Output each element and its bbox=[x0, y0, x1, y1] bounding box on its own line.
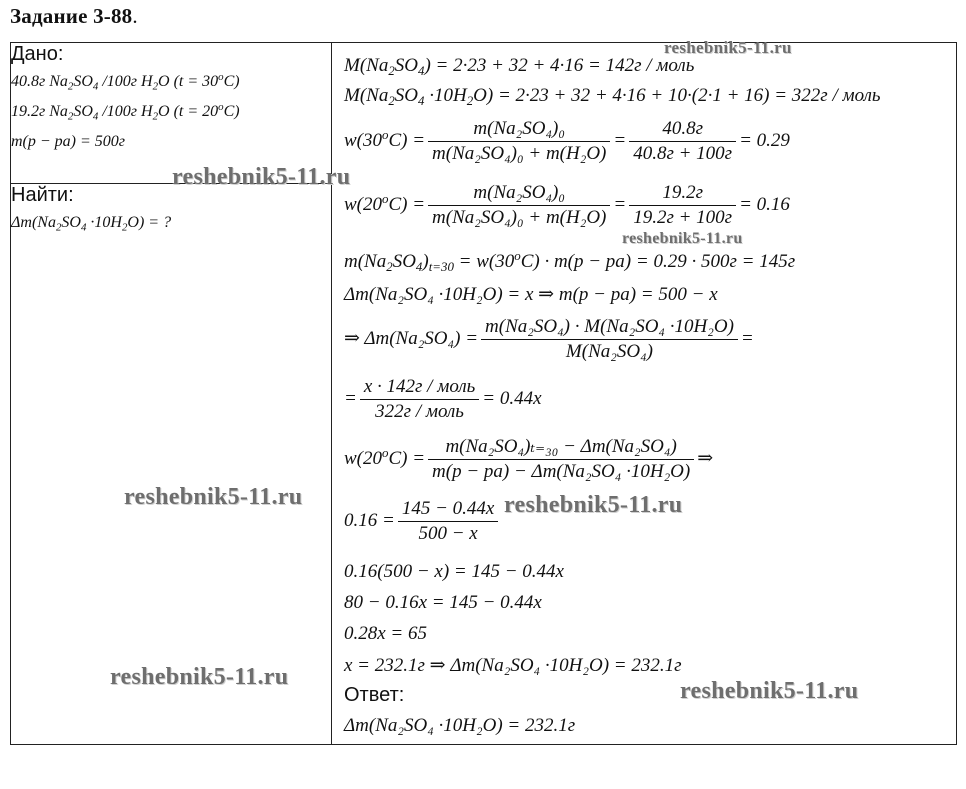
s9-res: ⇒ bbox=[697, 447, 714, 469]
s9-lhs: w(20 bbox=[344, 447, 382, 469]
s3-sup: o bbox=[382, 126, 389, 142]
s2d: 4 bbox=[418, 93, 425, 109]
s8-num: x · 142г / моль bbox=[360, 375, 479, 400]
given-line-3: m(p − pa) = 500г bbox=[11, 133, 126, 150]
s1d: 4 bbox=[418, 63, 425, 79]
g1b: 2 bbox=[67, 80, 74, 93]
g1a: 40.8г Na bbox=[11, 73, 68, 90]
solution-line-11: 0.16(500 − x) = 145 − 0.44x bbox=[344, 561, 564, 582]
watermark-3: reshebnik5-11.ru bbox=[622, 230, 743, 247]
g2c: SO bbox=[73, 103, 93, 120]
g2e: /100г H bbox=[98, 103, 153, 120]
g1h: o bbox=[218, 71, 224, 84]
solution-line-3 bbox=[344, 117, 790, 166]
s10-lhs: 0.16 = bbox=[344, 509, 395, 531]
task-title bbox=[10, 4, 138, 29]
s2b: 2 bbox=[388, 93, 395, 109]
s9-num: m(Na₂SO₄)ₜ₌₃₀ − Δm(Na₂SO₄) bbox=[428, 435, 694, 460]
s7-den: M(Na₂SO₄) bbox=[565, 341, 654, 362]
given-line-2 bbox=[11, 100, 331, 124]
watermark-2: reshebnik5-11.ru bbox=[172, 164, 351, 190]
g2d: 4 bbox=[92, 110, 99, 123]
s4-den2: 19.2г + 100г bbox=[633, 207, 733, 228]
s2a: M(Na bbox=[344, 85, 389, 106]
solution-line-14: x = 232.1г ⇒ Δm(Na₂SO₄ ·10H₂O) = 232.1г bbox=[344, 655, 682, 676]
g1c: SO bbox=[73, 73, 93, 90]
g1i: C) bbox=[223, 73, 240, 90]
find-header: Найти: bbox=[11, 184, 74, 206]
s3-den2: 40.8г + 100г bbox=[633, 143, 733, 164]
answer-line: Δm(Na₂SO₄ ·10H₂O) = 232.1г bbox=[344, 715, 576, 736]
find-expression bbox=[11, 211, 331, 235]
s4-eq: = bbox=[613, 193, 627, 215]
given-cell bbox=[11, 43, 332, 184]
watermark-1: reshebnik5-11.ru bbox=[664, 38, 792, 57]
g1e: /100г H bbox=[98, 73, 153, 90]
s7-lhs: ⇒ Δm(Na₂SO₄) = bbox=[344, 327, 479, 349]
s4-fraction-2 bbox=[629, 181, 736, 230]
s4-fraction bbox=[428, 181, 610, 230]
solution-line-8 bbox=[344, 375, 542, 424]
s10-num: 145 − 0.44x bbox=[398, 497, 499, 522]
f-a: Δm(Na bbox=[11, 214, 56, 231]
s8-fraction bbox=[360, 375, 479, 424]
task-title-dot: . bbox=[132, 4, 138, 28]
g2a: 19.2г Na bbox=[11, 103, 68, 120]
watermark-5: reshebnik5-11.ru bbox=[504, 492, 683, 518]
solution-line-5 bbox=[344, 247, 796, 275]
s2c: SO bbox=[394, 85, 419, 106]
s3-eq: = bbox=[613, 129, 627, 151]
solution-line-12: 80 − 0.16x = 145 − 0.44x bbox=[344, 592, 542, 613]
s5f: t=30 bbox=[428, 259, 454, 275]
solution-line-13: 0.28x = 65 bbox=[344, 623, 428, 644]
solution-line-2 bbox=[344, 85, 881, 107]
s7-fraction bbox=[481, 315, 738, 364]
s2f: 2 bbox=[466, 93, 474, 109]
s5b: 2 bbox=[386, 259, 393, 275]
s9-den: m(p − pa) − Δm(Na₂SO₄ ·10H₂O) bbox=[432, 461, 691, 482]
g2h: o bbox=[218, 101, 224, 114]
s3-res: = 0.29 bbox=[739, 129, 790, 151]
s7-res: = bbox=[740, 327, 754, 349]
s3-lhs-end: C) = bbox=[388, 129, 426, 151]
s9-sup: o bbox=[382, 444, 389, 460]
s1b: 2 bbox=[388, 63, 395, 79]
s4-num2: 19.2г bbox=[629, 181, 736, 206]
find-cell bbox=[11, 184, 332, 745]
given-header: Дано: bbox=[11, 43, 64, 65]
s5e: ) bbox=[422, 251, 429, 272]
f-b: 2 bbox=[55, 221, 62, 234]
s4-sup: o bbox=[382, 190, 389, 206]
s7-num: m(Na₂SO₄) · M(Na₂SO₄ ·10H₂O) bbox=[481, 315, 738, 340]
s9-fraction bbox=[428, 435, 694, 484]
s4-den: m(Na₂SO₄)₀ + m(H₂O) bbox=[432, 207, 607, 228]
task-table bbox=[10, 42, 957, 745]
s3-fraction-2 bbox=[629, 117, 736, 166]
s1e: ) = 2·23 + 32 + 4·16 = 142г / моль bbox=[424, 55, 695, 76]
s2e: ·10H bbox=[424, 85, 467, 106]
f-g: O) = ? bbox=[127, 214, 172, 231]
s2g: O) = 2·23 + 32 + 4·16 + 10·(2·1 + 16) = 322г / моль bbox=[473, 85, 881, 106]
s5g: = w(30 bbox=[453, 251, 515, 272]
s4-num: m(Na₂SO₄)₀ bbox=[428, 181, 610, 206]
g1g: O (t = 30 bbox=[158, 73, 219, 90]
given-line-1 bbox=[11, 70, 331, 94]
s3-lhs: w(30 bbox=[344, 129, 382, 151]
answer-header: Ответ: bbox=[344, 684, 405, 706]
solution-line-6: Δm(Na₂SO₄ ·10H₂O) = x ⇒ m(p − pa) = 500 − x bbox=[344, 284, 718, 305]
s4-res: = 0.16 bbox=[739, 193, 790, 215]
s8-lhs: = bbox=[344, 387, 357, 409]
f-f: 2 bbox=[121, 221, 128, 234]
solution-line-1 bbox=[344, 55, 694, 77]
solution-line-9 bbox=[344, 435, 713, 484]
task-title-text: Задание 3-88 bbox=[10, 4, 133, 28]
s1c: SO bbox=[394, 55, 419, 76]
s5c: SO bbox=[392, 251, 416, 272]
g2f: 2 bbox=[152, 110, 159, 123]
s9-lhs-end: C) = bbox=[388, 447, 426, 469]
g1d: 4 bbox=[92, 80, 99, 93]
g2i: C) bbox=[223, 103, 240, 120]
s3-fraction bbox=[428, 117, 610, 166]
g1f: 2 bbox=[152, 80, 159, 93]
watermark-4: reshebnik5-11.ru bbox=[124, 484, 303, 510]
solution-line-4 bbox=[344, 181, 790, 230]
f-c: SO bbox=[61, 214, 81, 231]
solution-line-7 bbox=[344, 315, 754, 364]
g2b: 2 bbox=[67, 110, 74, 123]
s4-lhs-end: C) = bbox=[388, 193, 426, 215]
s5d: 4 bbox=[415, 259, 423, 275]
s10-fraction bbox=[398, 497, 499, 546]
s1a: M(Na bbox=[344, 55, 389, 76]
s5i: C) · m(p − pa) = 0.29 · 500г = 145г bbox=[520, 251, 796, 272]
s3-num: m(Na₂SO₄)₀ bbox=[428, 117, 610, 142]
s8-den: 322г / моль bbox=[375, 401, 464, 422]
s4-lhs: w(20 bbox=[344, 193, 382, 215]
solution-line-10 bbox=[344, 497, 501, 546]
s3-num2: 40.8г bbox=[629, 117, 736, 142]
s8-res: = 0.44x bbox=[482, 387, 542, 409]
s3-den: m(Na₂SO₄)₀ + m(H₂O) bbox=[432, 143, 607, 164]
solution-cell bbox=[332, 43, 957, 745]
s10-den: 500 − x bbox=[418, 523, 478, 544]
f-e: ·10H bbox=[86, 214, 122, 231]
watermark-7: reshebnik5-11.ru bbox=[680, 678, 859, 704]
g2g: O (t = 20 bbox=[158, 103, 219, 120]
s5h: o bbox=[514, 247, 521, 263]
f-d: 4 bbox=[80, 221, 87, 234]
watermark-6: reshebnik5-11.ru bbox=[110, 664, 289, 690]
s5a: m(Na bbox=[344, 251, 387, 272]
